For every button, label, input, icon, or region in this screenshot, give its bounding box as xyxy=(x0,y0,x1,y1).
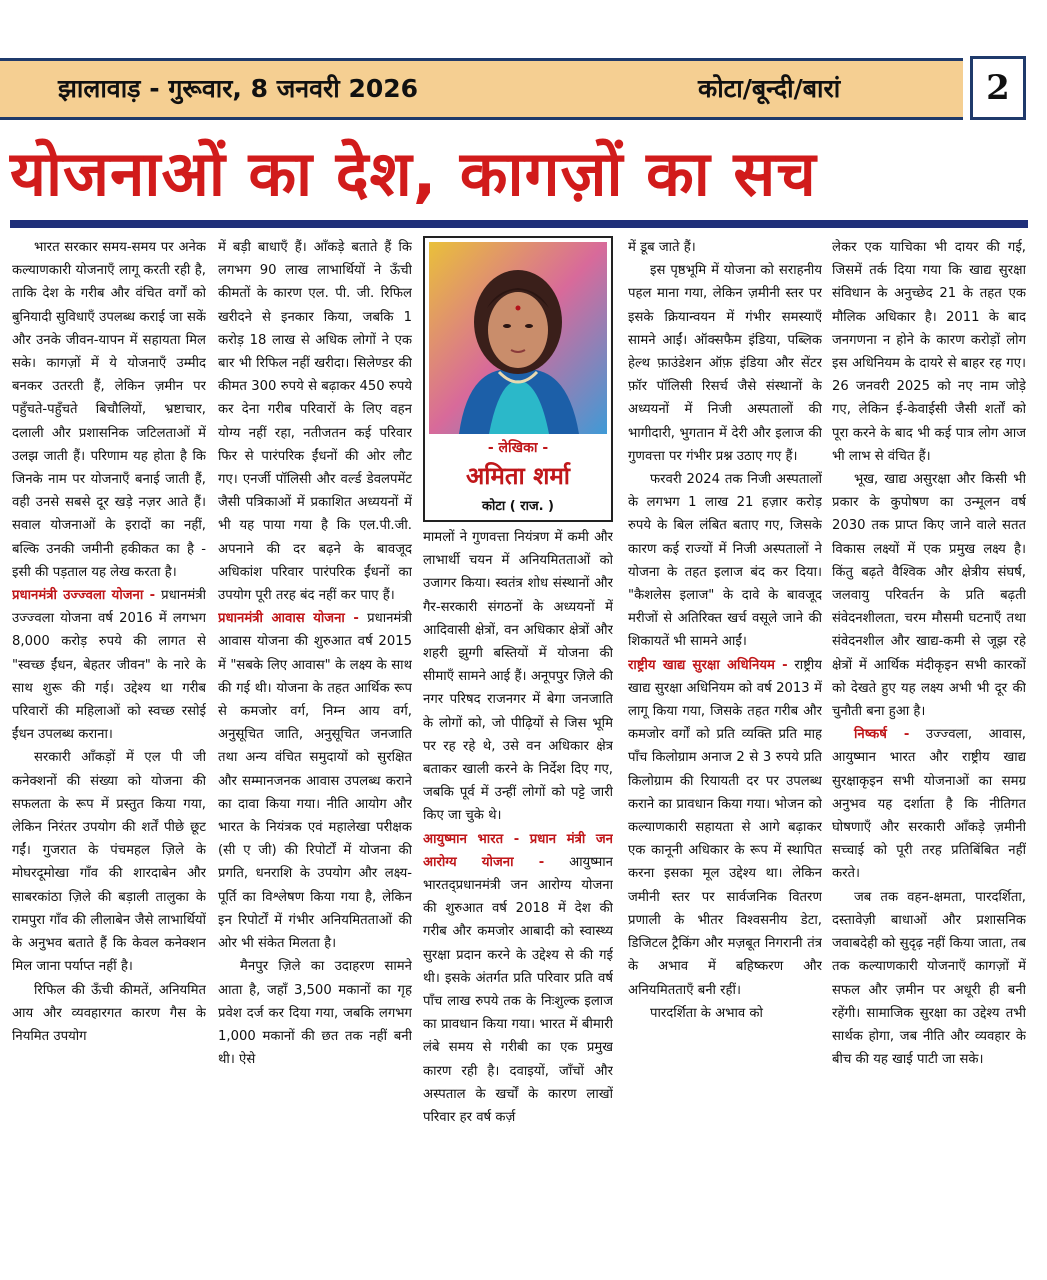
paragraph xyxy=(12,584,206,746)
paragraph: में डूब जाते हैं। xyxy=(628,240,696,255)
author-photo xyxy=(429,242,607,434)
page-number: 2 xyxy=(970,56,1026,120)
dateline: झालावाड़ - गुरूवार, 8 जनवरी 2026 xyxy=(58,74,419,103)
paragraph-text: प्रधानमंत्री आवास योजना की शुरुआत वर्ष 2015 में "सबके लिए आवास" के लक्ष्य के साथ की गई थी। योजना के तहत आर्थिक रूप से कमजोर वर्ग, निम्न आय वर्ग, अनुसूचित जाति, अनुसूचित जनजाति तथा अन्य वंचित समुदायों को सुरक्षित और सम्मानजनक आवास उपलब्ध कराने का दावा किया गया। नीति आयोग और भारत के नियंत्रक एवं महालेखा परीक्षक (सी ए जी) की रिपोर्टों में योजना की प्रगति, धनराशि के उपयोग और लक्ष्य-पूर्ति का विश्लेषण किया गया है, लेकिन इन रिपोर्टों में गंभीर अनियमितताओं की ओर भी संकेत मिलता है। xyxy=(218,611,412,952)
author-place: कोटा ( राज. ) xyxy=(482,499,554,514)
paragraph: लेकर एक याचिका भी दायर की गई, जिसमें तर्क दिया गया कि खाद्य सुरक्षा संविधान के अनुच्छेद 21 के तहत एक मौलिक अधिकार है। 2011 के बाद जनगणना न होने के कारण करोड़ों लोग इस अधिनियम के दायरे से बाहर रह गए। 26 जनवरी 2025 को नए नाम जोड़े गए, लेकिन ई-केवाईसी जैसी शर्तों को पूरा करने के बाद भी कई पात्र लोग आज भी लाभ से वंचित हैं। xyxy=(832,240,1026,464)
headline: योजनाओं का देश, कागज़ों का सच xyxy=(10,137,817,210)
paragraph: फरवरी 2024 तक निजी अस्पतालों के लगभग 1 लाख 21 हज़ार करोड़ रुपये के बिल लंबित बताए गए, जिसके कारण कई राज्यों में निजी अस्पतालों ने योजना के तहत इलाज बंद कर दिया। "कैशलेस इलाज" के दावे के बावजूद मरीजों से अतिरिक्त खर्च वसूले जाने की शिकायतें भी सामने आईं। xyxy=(628,472,822,650)
region-label: कोटा/बून्दी/बारां xyxy=(698,74,841,103)
author-photo-box xyxy=(423,236,613,522)
paragraph: मैनपुर ज़िले का उदाहरण सामने आता है, जहाँ 3,500 मकानों का गृह प्रवेश दर्ज कर दिया गया, जबकि लगभग 1,000 मकानों की छत तक नहीं बनी थी। ऐसे xyxy=(218,959,412,1068)
subheading-awas: प्रधानमंत्री आवास योजना - xyxy=(218,611,359,627)
paragraph xyxy=(423,828,613,1130)
article-column-4 xyxy=(628,236,822,1276)
author-name: अमिता शर्मा xyxy=(465,462,571,490)
paragraph: रिफिल की ऊँची कीमतें, अनियमित आय और व्यवहारगत कारण गैस के नियमित उपयोग xyxy=(12,982,206,1044)
paragraph: में बड़ी बाधाएँ हैं। आँकड़े बताते हैं कि लगभग 90 लाख लाभार्थियों ने ऊँची कीमतों के कारण एल. पी. जी. रिफिल खरीदने से इनकार किया, जबकि 1 करोड़ 18 लाख से अधिक लोगों ने एक बार भी रिफिल नहीं खरीदा। सिलेण्डर की कीमत 300 रुपये से बढ़ाकर 450 रुपये कर देना गरीब परिवारों के लिए वहन योग्य नहीं रहा, नतीजतन कई परिवार फिर से पारंपरिक ईंधनों की ओर लौट गए। एनर्जी पॉलिसी और वर्ल्ड डेवलपमेंट जैसी पत्रिकाओं में प्रकाशित अध्ययनों में भी यह पाया गया है कि एल.पी.जी. अपनाने की दर बढ़ने के बावजूद अधिकांश परिवार पारंपरिक ईंधनों का उपयोग पूरी तरह बंद नहीं कर पाए हैं। xyxy=(218,240,412,604)
subheading-ujjwala: प्रधानमंत्री उज्ज्वला योजना - xyxy=(12,588,156,604)
author-portrait-image xyxy=(429,242,607,434)
paragraph: भारत सरकार समय-समय पर अनेक कल्याणकारी योजनाएँ लागू करती रही है, ताकि देश के गरीब और वंचित वर्गों को बुनियादी सुविधाएँ उपलब्ध कराई जा सकें और उनके जीवन-यापन में सहायता मिल सके। कागज़ों में ये योजनाएँ उम्मीद बनकर उतरती हैं, लेकिन ज़मीन पर पहुँचते-पहुँचते बिचौलियों, भ्रष्टाचार, दलाली और प्रशासनिक जटिलताओं में उलझ जाती हैं। परिणाम यह होता है कि जिनके नाम पर योजनाएँ बनाई जाती हैं, वही उनसे सबसे दूर खड़े नज़र आते हैं। सवाल योजनाओं के इरादों का नहीं, बल्कि उनकी जमीनी हकीकत का है - इसी की पड़ताल यह लेख करता है। xyxy=(12,240,206,580)
paragraph xyxy=(218,607,412,955)
author-role: - लेखिका - xyxy=(487,440,549,456)
paragraph-text: आयुष्मान भारतद्प्रधानमंत्री जन आरोग्य योजना की शुरुआत वर्ष 2018 में देश की गरीब और कमजोर आबादी को स्वास्थ्य सुरक्षा प्रदान करने के उद्देश्य से की गई थी। इसके अंतर्गत प्रति परिवार प्रति वर्ष पाँच लाख रुपये तक के निःशुल्क इलाज का प्रावधान किया गया। भारत में बीमारी लंबे समय से गरीबी का एक प्रमुख कारण रही है। दवाइयों, जाँचों और अस्पताल के खर्चों के कारण लाखों परिवार हर वर्ष कर्ज़ xyxy=(423,854,613,1126)
paragraph: इस पृष्ठभूमि में योजना को सराहनीय पहल माना गया, लेकिन ज़मीनी स्तर पर इसके क्रियान्वयन में गंभीर समस्याएँ सामने आईं। ऑक्सफैम इंडिया, पब्लिक हेल्थ फ़ाउंडेशन ऑफ़ इंडिया और सेंटर फ़ॉर पॉलिसी रिसर्च जैसे संस्थानों के अध्ययनों में निजी अस्पतालों की भागीदारी, भुगतान में देरी और इलाज की गुणवत्ता पर गंभीर प्रश्न उठाए गए हैं। xyxy=(628,263,822,464)
paragraph-text: राष्ट्रीय खाद्य सुरक्षा अधिनियम को वर्ष 2013 में लागू किया गया, जिसके तहत गरीब और कमजोर वर्गों को प्रति व्यक्ति प्रति माह पाँच किलोग्राम अनाज 2 से 3 रुपये प्रति किलोग्राम की रियायती दर पर उपलब्ध कराने का प्रावधान किया गया। भोजन को कल्याणकारी सहायता से आगे बढ़ाकर एक कानूनी अधिकार के रूप में स्थापित करना इसका मूल उद्देश्य था। लेकिन जमीनी स्तर पर सार्वजनिक वितरण प्रणाली के भीतर विश्वसनीय डेटा, डिजिटल ट्रैकिंग और मज़बूत निगरानी तंत्र के अभाव में बहिष्करण और अनियमितताएँ बनी रहीं। xyxy=(628,657,822,998)
paragraph xyxy=(832,723,1026,885)
paragraph xyxy=(628,654,822,1002)
subheading-ayushman: आयुष्मान भारत - प्रधान मंत्री जन आरोग्य योजना - xyxy=(423,831,613,870)
paragraph: भूख, खाद्य असुरक्षा और किसी भी प्रकार के कुपोषण का उन्मूलन वर्ष 2030 तक प्राप्त किए जाने वाले सतत विकास लक्ष्यों में एक प्रमुख लक्ष्य है। किंतु बढ़ते वैश्विक और क्षेत्रीय संघर्ष, जलवायु परिवर्तन के प्रति बढ़ती संवेदनशीलता, चरम मौसमी घटनाएँ तथा संवेदनशील और खाद्य-कमी से जूझ रहे क्षेत्रों में आर्थिक मंदीकृइन सभी कारकों को देखते हुए यह लक्ष्य अभी भी दूर की चुनौती बना हुआ है। xyxy=(832,472,1026,720)
paragraph-text: उज्ज्वला, आवास, आयुष्मान भारत और राष्ट्रीय खाद्य सुरक्षाकृइन सभी योजनाओं का समग्र अनुभव यह दर्शाता है कि नीतिगत घोषणाएँ और सरकारी आँकड़े ज़मीनी सच्चाई को पूरी तरह प्रतिबिंबित नहीं करते। xyxy=(832,727,1026,882)
paragraph: जब तक वहन-क्षमता, पारदर्शिता, दस्तावेज़ी बाधाओं और प्रशासनिक जवाबदेही को सुदृढ़ नहीं किया जाता, तब तक कल्याणकारी योजनाएँ कागज़ों में सफल और ज़मीन पर अधूरी ही बनी रहेंगी। सामाजिक सुरक्षा का उद्देश्य तभी सार्थक होगा, जब नीति और व्यवहार के बीच की यह खाई पाटी जा सके। xyxy=(832,889,1026,1068)
masthead-bar xyxy=(0,58,963,120)
subheading-conclusion: निष्कर्ष - xyxy=(854,727,910,743)
article-column-5 xyxy=(832,236,1026,1276)
article-column-2 xyxy=(218,236,412,1276)
article-column-3 xyxy=(423,526,613,1276)
paragraph-text: प्रधानमंत्री उज्ज्वला योजना वर्ष 2016 में लगभग 8,000 करोड़ रुपये की लागत से "स्वच्छ ईंधन, बेहतर जीवन" के नारे के साथ शुरू की गई। उद्देश्य था गरीब परिवारों की महिलाओं को स्वच्छ रसोई ईंधन उपलब्ध कराना। xyxy=(12,588,206,743)
subheading-food-security: राष्ट्रीय खाद्य सुरक्षा अधिनियम - xyxy=(628,657,788,673)
article-column-1 xyxy=(12,236,206,1276)
headline-divider xyxy=(10,220,1028,228)
paragraph: सरकारी आँकड़ों में एल पी जी कनेक्शनों की संख्या को योजना की सफलता के रूप में प्रस्तुत किया गया, लेकिन निरंतर उपयोग की शर्तें पीछे छूट गईं। गुजरात के पंचमहल ज़िले के मोघरदूमोखा गाँव की शारदाबेन और साबरकांठा ज़िले की बड़ाली तालुका के रामपुरा गाँव की लीलाबेन जैसे लाभार्थियों के अनुभव बताते हैं कि केवल कनेक्शन मिल जाना पर्याप्त नहीं है। xyxy=(12,750,206,975)
paragraph: पारदर्शिता के अभाव को xyxy=(650,1005,763,1021)
paragraph: मामलों ने गुणवत्ता नियंत्रण में कमी और लाभार्थी चयन में अनियमितताओं को उजागर किया। स्वतंत्र शोध संस्थानों और गैर-सरकारी संगठनों के अध्ययनों में आदिवासी क्षेत्रों, वन अधिकार क्षेत्रों और शहरी झुग्गी बस्तियों में योजना की सीमाएँ सामने आई हैं। अनूपपुर ज़िले की नगर परिषद राजनगर में बेगा जनजाति के लोगों को, जो पीढ़ियों से जिस भूमि पर रह रहे थे, उसे वन अधिकार क्षेत्र बताकर खाली करने के निर्देश दिए गए, जबकि पूर्व में उन्हीं लोगों को पट्टे जारी किए जा चुके थे। xyxy=(423,530,613,824)
